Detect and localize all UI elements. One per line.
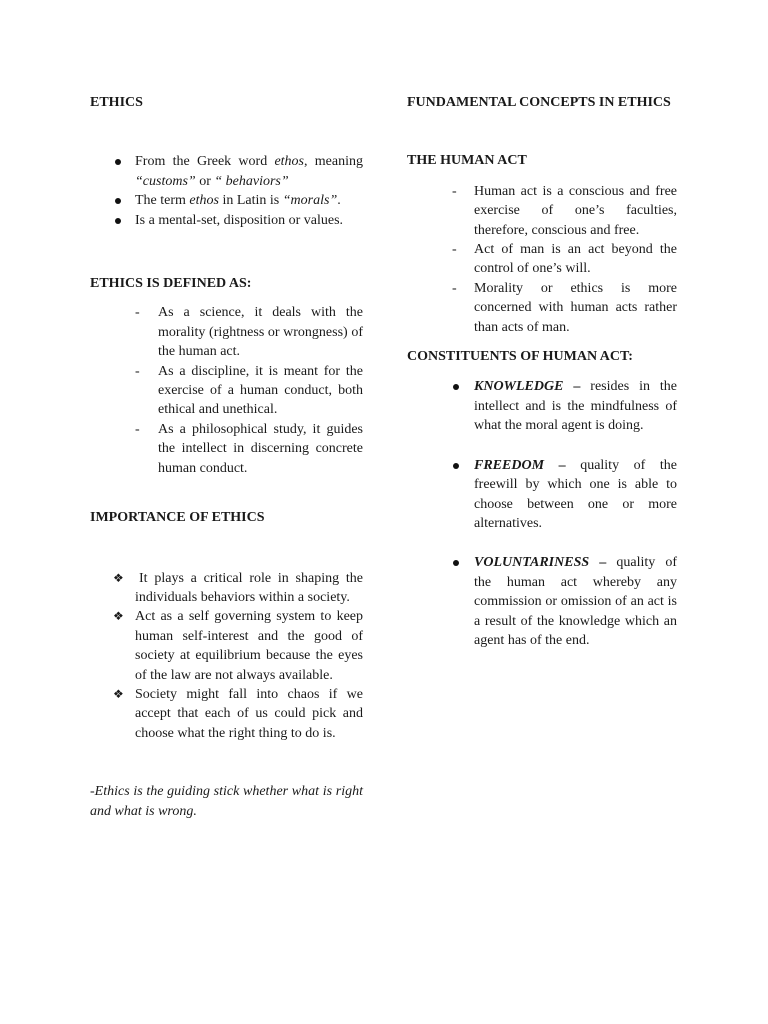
- dash-marker: -: [452, 183, 457, 199]
- bullet-icon: [453, 384, 459, 390]
- importance-list: [90, 569, 363, 744]
- right-column: [407, 93, 677, 650]
- bullet-icon: [453, 463, 459, 469]
- dash-marker: -: [452, 280, 457, 296]
- list-item: - As a philosophical study, it guides the intellect in discerning concrete human conduct.: [135, 421, 363, 476]
- dash-marker: -: [135, 421, 140, 437]
- list-item: FREEDOM – quality of the freewill by which one is able to choose between one or more alternatives.: [407, 456, 677, 534]
- list-item: Is a mental-set, disposition or values.: [90, 211, 363, 230]
- bullet-icon: [115, 159, 121, 165]
- list-item: ❖ Society might fall into chaos if we accept that each of us could pick and choose what the right thing to do is.: [113, 686, 363, 741]
- list-item: - As a discipline, it is meant for the exercise of a human conduct, both ethical and unethical.: [135, 363, 363, 418]
- human-act-heading: THE HUMAN ACT: [407, 153, 527, 169]
- list-item: - As a science, it deals with the morality (rightness or wrongness) of the human act.: [135, 305, 363, 360]
- importance-heading: IMPORTANCE OF ETHICS: [90, 510, 265, 526]
- ethics-heading: ETHICS: [90, 95, 143, 110]
- bullet-icon: [115, 198, 121, 204]
- human-act-list: [407, 182, 677, 337]
- list-item: KNOWLEDGE – resides in the intellect and is the mindfulness of what the moral agent is doing.: [407, 377, 677, 435]
- list-item: From the Greek word ethos, meaning “customs” or “ behaviors”: [90, 152, 363, 191]
- list-item: ❖ It plays a critical role in shaping the individuals behaviors within a society.: [113, 570, 363, 605]
- list-item: - Human act is a conscious and free exercise of one’s faculties, therefore, conscious and free.: [452, 183, 677, 238]
- dash-marker: -: [135, 363, 140, 379]
- diamond-bullet-icon: ❖: [113, 609, 124, 624]
- constituents-list: [407, 377, 677, 650]
- list-item: - Act of man is an act beyond the control of one’s will.: [452, 242, 677, 277]
- constituents-heading: CONSTITUENTS OF HUMAN ACT:: [407, 349, 633, 365]
- bullet-icon: [115, 218, 121, 224]
- list-item: - Morality or ethics is more concerned with human acts rather than acts of man.: [452, 280, 677, 335]
- ethics-defined-list: [90, 303, 363, 478]
- list-item: The term ethos in Latin is “morals”.: [90, 191, 363, 210]
- ethics-intro-list: [90, 152, 363, 230]
- dash-marker: -: [452, 242, 457, 258]
- list-item: VOLUNTARINESS – quality of the human act whereby any commission or omission of an act is a result of the knowledge which an agent has of the end.: [407, 553, 677, 650]
- list-item: ❖ Act as a self governing system to keep human self-interest and the good of society at equilibrium because the eyes of the law are not always available.: [113, 609, 363, 683]
- closing-note: -Ethics is the guiding stick whether what is right and what is wrong.: [90, 784, 363, 819]
- left-column: [90, 93, 363, 821]
- bullet-icon: [453, 560, 459, 566]
- ethics-defined-heading: ETHICS IS DEFINED AS:: [90, 276, 252, 292]
- diamond-bullet-icon: ❖: [113, 686, 124, 701]
- diamond-bullet-icon: ❖: [113, 570, 124, 585]
- dash-marker: -: [135, 305, 140, 321]
- fundamental-concepts-heading: FUNDAMENTAL CONCEPTS IN ETHICS: [407, 95, 671, 110]
